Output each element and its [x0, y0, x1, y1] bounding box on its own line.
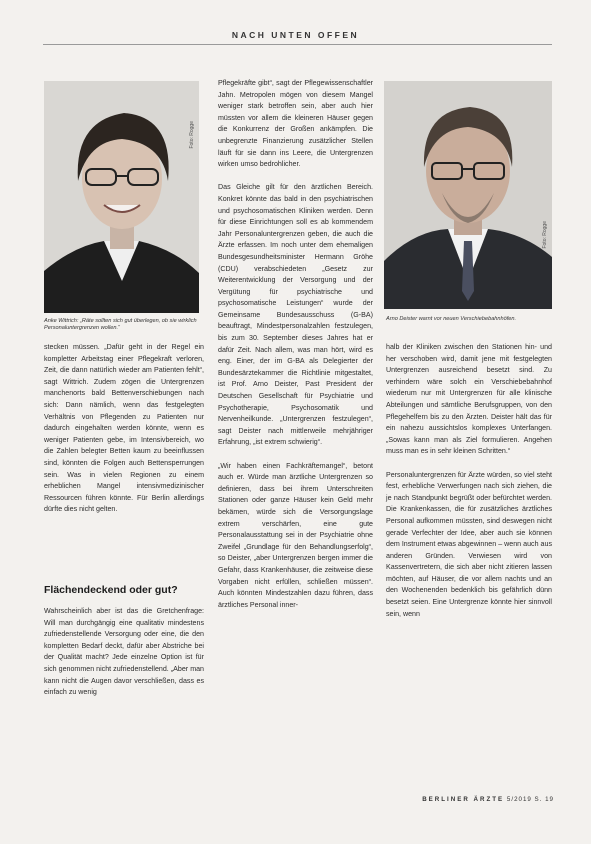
- portrait-man-illustration: [384, 81, 552, 309]
- paragraph: halb der Kliniken zwischen den Stationen hin- und her verschoben wird, damit jene mit festgelegten Untergrenzen ausreichend besetzt sind. Zu verhindern wäre solch ein Verschiebebahnhof wiederum nur mit Untergrenzen für alle klinische Abteilungen und sämtliche Berufsgruppen, von den Pflegehelfern bis zu den Ärzten. Deister hält das für ein nahezu aussichtslos komplexes Unterfangen. „Sowas kann man als Ziel formulieren. Angehen muss man es in sehr kleinen Schritten.“: [386, 343, 552, 456]
- photo-caption-right: Arno Deister warnt vor neuen Verschiebebahnhöfen.: [386, 316, 517, 322]
- photo-credit-right: Foto: Rogge: [542, 221, 548, 249]
- portrait-woman-illustration: [44, 81, 199, 313]
- paragraph: Wahrscheinlich aber ist das die Gretchenfrage: Will man durchgängig eine qualitativ mindestens zufriedenstellende Versorgung oder eine, die den kompletten Bedarf deckt, dafür aber Abstriche bei der Qualität macht? Jede einzelne Option ist für sich genommen nicht zufriedenstellend. „Aber man kann nicht die Augen davor verschließen, dass es einfach zu wenig: [44, 607, 204, 697]
- paragraph: „Wir haben einen Fachkräftemangel“, betont auch er. Würde man ärztliche Untergrenzen so definieren, dass bei ihrem Unterschreiten Stationen oder ganze Häuser kein Geld mehr bekämen, würde sich die Versorgungslage extrem verschärfen, eine gute Personalausstattung sei in der Psychiatrie ohne Zweifel „Grundlage für den Behandlungserfolg“, so Deister, „aber Untergrenzen bergen immer die Gefahr, dass Krankenhäuser, die zeitweise diese Vorgaben nicht erfüllen, schließen müssen“. Auch könnten Mindestzahlen dazu führen, dass ärztliches Personal inner-: [218, 461, 373, 609]
- left-column-top: [44, 342, 204, 516]
- photo-caption-left: Anke Wittrich: „Räte sollten sich gut überlegen, ob sie wirklich Personaluntergrenzen wollen.“: [44, 318, 197, 331]
- paragraph: stecken müssen. „Dafür geht in der Regel ein kompletter Arbeitstag einer Pflegekraft verloren, Zeit, die dann natürlich wieder am Patienten fehlt“, sagt Wittrich. Zudem zögen die Untergrenzen manchenorts bald Bettenverschiebungen nach sich: Dann nämlich, wenn das festgelegten Verhältnis von Pflegenden zu Patienten nur dadurch eingehalten werden könnte, wenn es weniger Patienten gebe, im Intensivbereich, wo die Zahlen belegter Betten kaum zu beeinflussen sind, könnten die Folgen auch Bettensperrungen sein. Was in vielen Regionen zu einem erheblichen Mangel intensivmedizinischer Ressourcen führen könnte. Für Berlin allerdings dürfte dies nicht gelten.: [44, 343, 204, 514]
- magazine-name: BERLINER ÄRZTE: [422, 796, 505, 803]
- running-header: NACH UNTEN OFFEN: [231, 30, 360, 40]
- paragraph: Das Gleiche gilt für den ärztlichen Bereich. Konkret könnte das bald in den psychiatrischen und psychosomatischen Kliniken werden. Denn für diese Einrichtungen soll es ab kommendem Jahr Personaluntergrenzen geben, die auch die Ärzte erfassen. Im noch unter dem ehemaligen Bundesgesundheitsminister Hermann Gröhe (CDU) verabschiedeten „Gesetz zur Weiterentwicklung der Versorgung und der Vergütung für psychiatrische und psychosomatische Leistungen“ wurde der Gemeinsame Bundesausschuss (G-BA) beauftragt, Mindestpersonalzahlen festzulegen, bis zum 30. September dieses Jahres hat er dafür Zeit. Nach allem, was man hört, wird es eng. Einer, der im G-BA als Delegierter der Bundesärztekammer die Richtlinie mitgestaltet, ist Prof. Arno Deister, Past President der Deutschen Gesellschaft für Psychiatrie und Psychotherapie, Psychosomatik und Nervenheilkunde. „Untergrenzen festzulegen“, sagt Deister nach mittlerweile mehrjähriger Erfahrung, „ist extrem schwierig“.: [218, 183, 373, 447]
- portrait-photo-right: [384, 81, 552, 309]
- middle-column: [218, 78, 373, 611]
- portrait-photo-left: [44, 81, 199, 313]
- page-footer: [404, 796, 554, 803]
- left-column-bottom: [44, 606, 204, 699]
- photo-credit-left: Foto: Rogge: [189, 121, 195, 149]
- header-rule: [43, 44, 552, 45]
- paragraph: Personaluntergrenzen für Ärzte würden, so viel steht fest, erhebliche Verwerfungen nach sich ziehen, die je nach Standpunkt begrüßt oder befürchtet werden. Die Krankenkassen, die für zusätzliches ärztliches Personal aufkommen müssten, sind deswegen nicht gerade Verfechter der Idee, aber auch sie können dem Instrument etwas abgewinnen – wenn auch aus anderen Gründen. Verwiesen wird von Kassenvertretern, die sich aber nicht zitieren lassen möchten, auf Häuser, die vor allem nachts und an den Wochenenden bedenklich bis gefährlich dünn besetzt seien. Eine Untergrenze könnte hier sinnvoll sein, wenn: [386, 470, 552, 618]
- paragraph: Pflegekräfte gibt“, sagt der Pflegewissenschaftler Jahn. Metropolen mögen von diesem Mangel weniger stark betroffen sein, aber auch hier müssten vor allem die kleineren Häuser gegen die Konkurrenz der Großen ankämpfen. Die unbegrenzte Finanzierung zusätzlicher Stellen läuft für sie dann ins Leere, die Untergrenzen wirken umso bedrohlicher.: [218, 79, 373, 169]
- right-column: [386, 342, 552, 620]
- issue-page: 5/2019 S. 19: [506, 796, 554, 803]
- subheading: Flächendeckend oder gut?: [44, 584, 178, 596]
